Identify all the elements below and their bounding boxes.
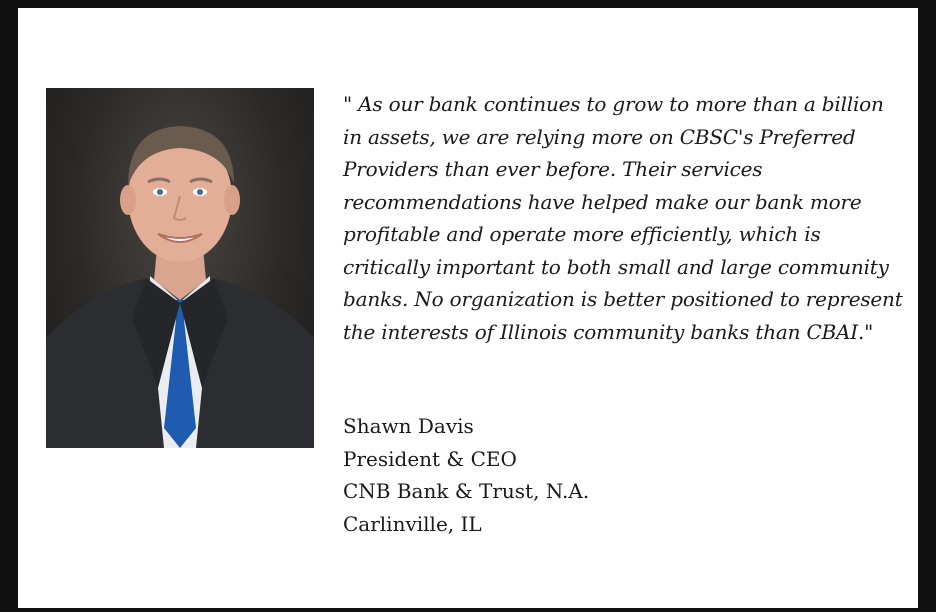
- author-title: President & CEO: [343, 446, 517, 471]
- testimonial-card: [18, 8, 918, 608]
- author-name: Shawn Davis: [343, 414, 474, 438]
- portrait-illustration: [46, 88, 314, 448]
- testimonial-quote: " As our bank continues to grow to more than a billion in assets, we are relying more on CBSC's Preferred Providers than ever before. Their services recommendations have helped make our bank more profitable and operate more efficiently, which is critically important to both small and large community banks. No organization is better positioned to represent the interests of Illinois community banks than CBAI.": [343, 92, 903, 344]
- signature-block: [343, 410, 743, 540]
- author-location: Carlinville, IL: [343, 511, 482, 536]
- author-organization: CNB Bank & Trust, N.A.: [343, 479, 590, 503]
- portrait-photo: [46, 88, 314, 448]
